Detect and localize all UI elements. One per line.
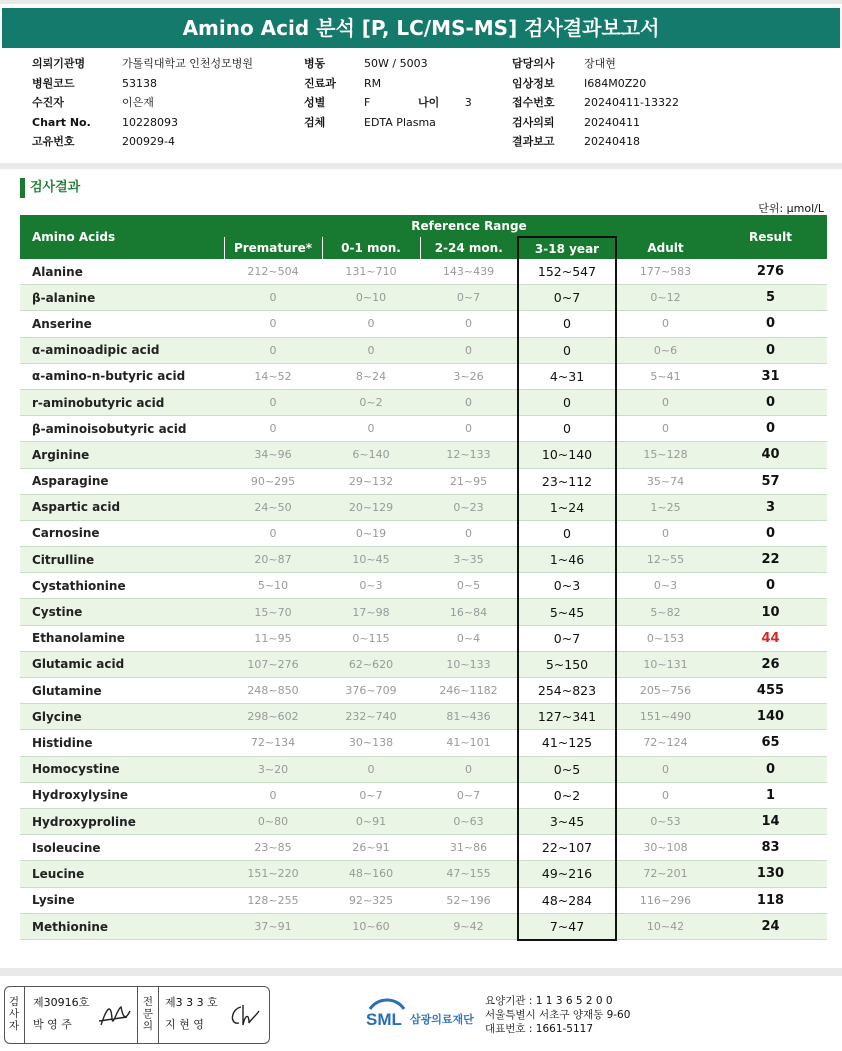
info-label: 담당의사 (512, 57, 555, 70)
reference-range-cell: 0~3 (518, 573, 616, 599)
section-marker (20, 178, 25, 198)
info-value: 10228093 (122, 115, 178, 129)
reference-range-cell: 20~129 (322, 494, 420, 520)
reference-range-cell: 0~53 (616, 808, 714, 834)
info-value: 53138 (122, 76, 157, 90)
specialist-name: 지 현 영 (165, 1018, 204, 1031)
result-value: 0 (714, 573, 827, 599)
reference-range-cell: 90~295 (224, 468, 322, 494)
reference-range-cell: 31~86 (420, 835, 518, 861)
unit-label: 단위: μmol/L (758, 202, 824, 215)
reference-range-cell: 0 (224, 389, 322, 415)
reference-range-cell: 248~850 (224, 678, 322, 704)
result-value: 0 (714, 337, 827, 363)
lab-address-block (485, 994, 630, 1036)
reference-range-cell: 10~133 (420, 651, 518, 677)
reference-range-cell: 3~20 (224, 756, 322, 782)
results-table (20, 215, 827, 941)
table-row (20, 311, 827, 337)
info-value: RM (364, 76, 382, 90)
reference-range-cell: 47~155 (420, 861, 518, 887)
reference-range-cell: 0~5 (518, 756, 616, 782)
reference-range-cell: 17~98 (322, 599, 420, 625)
reference-range-cell: 143~439 (420, 259, 518, 285)
reference-range-cell: 0~10 (322, 285, 420, 311)
reference-range-cell: 0~2 (322, 389, 420, 415)
sub-header-4: 3-18 year (518, 237, 616, 259)
reference-range-cell: 5~82 (616, 599, 714, 625)
reference-range-cell: 30~138 (322, 730, 420, 756)
reference-range-cell: 72~201 (616, 861, 714, 887)
info-value: 이은재 (122, 96, 154, 109)
result-value: 24 (714, 913, 827, 940)
info-value: 20240411-13322 (584, 96, 679, 109)
result-value: 0 (714, 756, 827, 782)
result-value: 0 (714, 416, 827, 442)
info-value: 가톨릭대학교 인천성모병원 (122, 57, 254, 70)
reference-range-cell: 0~7 (420, 285, 518, 311)
result-value: 22 (714, 547, 827, 573)
reference-range-cell: 10~42 (616, 913, 714, 940)
amino-acid-name: α-amino-n-butyric acid (20, 363, 224, 389)
reference-range-cell: 0~3 (616, 573, 714, 599)
reference-range-cell: 7~47 (518, 913, 616, 940)
amino-acid-name: Alanine (20, 259, 224, 285)
reference-range-cell: 11~95 (224, 625, 322, 651)
reference-range-cell: 0~80 (224, 808, 322, 834)
reference-range-cell: 0 (224, 782, 322, 808)
amino-acid-name: Arginine (20, 442, 224, 468)
reference-range-cell: 152~547 (518, 259, 616, 285)
amino-acid-name: Asparagine (20, 468, 224, 494)
reference-range-cell: 4~31 (518, 363, 616, 389)
table-row (20, 599, 827, 625)
report-title: Amino Acid 분석 [P, LC/MS-MS] 검사결과보고서 (2, 8, 840, 48)
reference-range-cell: 0~3 (322, 573, 420, 599)
specialist-license: 제3 3 3 호 (165, 996, 218, 1009)
amino-acid-name: Glutamine (20, 678, 224, 704)
reference-range-cell: 0 (616, 389, 714, 415)
reference-range-cell: 1~24 (518, 494, 616, 520)
amino-acid-name: Cystathionine (20, 573, 224, 599)
reference-range-cell: 0~23 (420, 494, 518, 520)
phone: 대표번호 : 1661-5117 (485, 1023, 594, 1035)
reference-range-cell: 0 (322, 756, 420, 782)
examiner-signature (97, 1001, 133, 1031)
reference-range-cell: 41~125 (518, 730, 616, 756)
amino-acid-name: Histidine (20, 730, 224, 756)
result-value: 14 (714, 808, 827, 834)
reference-range-cell: 254~823 (518, 678, 616, 704)
amino-acid-name: β-alanine (20, 285, 224, 311)
info-value: F (364, 96, 371, 109)
amino-acid-name: Glutamic acid (20, 651, 224, 677)
reference-range-cell: 48~160 (322, 861, 420, 887)
amino-acid-name: Anserine (20, 311, 224, 337)
result-value: 83 (714, 835, 827, 861)
result-value: 0 (714, 311, 827, 337)
info-row (304, 113, 436, 133)
header-reference-range: Reference Range (224, 215, 714, 237)
table-row (20, 678, 827, 704)
info-row (32, 113, 253, 133)
info-value: 20240418 (584, 135, 640, 148)
reference-range-cell: 62~620 (322, 651, 420, 677)
reference-range-cell: 0 (518, 389, 616, 415)
reference-range-cell: 116~296 (616, 887, 714, 913)
info-value: 20240411 (584, 115, 640, 129)
result-value: 57 (714, 468, 827, 494)
result-value: 5 (714, 285, 827, 311)
result-value: 118 (714, 887, 827, 913)
age-field (418, 93, 472, 113)
top-band (0, 0, 842, 4)
amino-acid-name: α-aminoadipic acid (20, 337, 224, 363)
info-row (32, 74, 253, 94)
reference-range-cell: 5~10 (224, 573, 322, 599)
result-value: 130 (714, 861, 827, 887)
header-amino-acids: Amino Acids (20, 215, 224, 259)
amino-acid-name: Carnosine (20, 520, 224, 546)
info-label: 의뢰기관명 (32, 57, 86, 70)
result-value: 31 (714, 363, 827, 389)
table-row (20, 756, 827, 782)
reference-range-cell: 0~63 (420, 808, 518, 834)
reference-range-cell: 52~196 (420, 887, 518, 913)
info-label: 병원코드 (32, 76, 75, 90)
reference-range-cell: 10~131 (616, 651, 714, 677)
info-column-2 (304, 54, 436, 132)
reference-range-cell: 10~140 (518, 442, 616, 468)
reference-range-cell: 0~2 (518, 782, 616, 808)
table-row (20, 887, 827, 913)
amino-acid-name: Lysine (20, 887, 224, 913)
info-label: Chart No. (32, 115, 91, 129)
section-separator (0, 163, 842, 169)
reference-range-cell: 3~45 (518, 808, 616, 834)
table-row (20, 416, 827, 442)
info-label: 검사의뢰 (512, 115, 555, 129)
reference-range-cell: 0 (518, 311, 616, 337)
table-row (20, 389, 827, 415)
amino-acid-name: Citrulline (20, 547, 224, 573)
info-row (512, 74, 679, 94)
reference-range-cell: 14~52 (224, 363, 322, 389)
reference-range-cell: 376~709 (322, 678, 420, 704)
table-row (20, 442, 827, 468)
reference-range-cell: 12~133 (420, 442, 518, 468)
amino-acid-name: Ethanolamine (20, 625, 224, 651)
specialist-label: 전 문 의 (142, 996, 154, 1032)
reference-range-cell: 127~341 (518, 704, 616, 730)
reference-range-cell: 72~124 (616, 730, 714, 756)
info-value: 장대현 (584, 57, 616, 70)
reference-range-cell: 0 (322, 311, 420, 337)
sml-logo (366, 995, 481, 1041)
info-label: 병동 (304, 57, 326, 70)
reference-range-cell: 0 (224, 416, 322, 442)
reference-range-cell: 72~134 (224, 730, 322, 756)
reference-range-cell: 246~1182 (420, 678, 518, 704)
table-row (20, 259, 827, 285)
reference-range-cell: 0 (518, 416, 616, 442)
sub-header-3: 2-24 mon. (420, 237, 518, 259)
sub-header-5: Adult (616, 237, 714, 259)
reference-range-cell: 34~96 (224, 442, 322, 468)
info-value: I684M0Z20 (584, 76, 647, 90)
result-value: 0 (714, 520, 827, 546)
table-row (20, 468, 827, 494)
reference-range-cell: 16~84 (420, 599, 518, 625)
reference-range-cell: 0~4 (420, 625, 518, 651)
result-value: 26 (714, 651, 827, 677)
reference-range-cell: 0 (518, 337, 616, 363)
reference-range-cell: 0~6 (616, 337, 714, 363)
reference-range-cell: 151~490 (616, 704, 714, 730)
info-row (512, 54, 679, 74)
reference-range-cell: 0 (616, 416, 714, 442)
amino-acid-name: r-aminobutyric acid (20, 389, 224, 415)
reference-range-cell: 0~19 (322, 520, 420, 546)
amino-acid-name: Hydroxylysine (20, 782, 224, 808)
reference-range-cell: 5~150 (518, 651, 616, 677)
amino-acid-name: Methionine (20, 913, 224, 940)
age-value: 3 (464, 96, 472, 109)
reference-range-cell: 30~108 (616, 835, 714, 861)
reference-range-cell: 0 (616, 520, 714, 546)
reference-range-cell: 1~46 (518, 547, 616, 573)
table-row (20, 782, 827, 808)
table-row (20, 861, 827, 887)
reference-range-cell: 0 (322, 337, 420, 363)
section-title: 검사결과 (30, 180, 81, 195)
reference-range-cell: 131~710 (322, 259, 420, 285)
examiner-name: 박 영 주 (33, 1018, 72, 1031)
table-row (20, 573, 827, 599)
info-row (32, 54, 253, 74)
reference-range-cell: 8~24 (322, 363, 420, 389)
sub-header-1: Premature* (224, 237, 322, 259)
reference-range-cell: 0 (420, 389, 518, 415)
amino-acid-name: Aspartic acid (20, 494, 224, 520)
info-column-1 (32, 54, 253, 152)
reference-range-cell: 107~276 (224, 651, 322, 677)
amino-acid-name: Leucine (20, 861, 224, 887)
amino-acid-name: β-aminoisobutyric acid (20, 416, 224, 442)
reference-range-cell: 24~50 (224, 494, 322, 520)
reference-range-cell: 0~7 (322, 782, 420, 808)
reference-range-cell: 128~255 (224, 887, 322, 913)
info-row (512, 93, 679, 113)
amino-acid-name: Glycine (20, 704, 224, 730)
table-row (20, 363, 827, 389)
reference-range-cell: 0~91 (322, 808, 420, 834)
reference-range-cell: 298~602 (224, 704, 322, 730)
info-row (32, 93, 253, 113)
reference-range-cell: 205~756 (616, 678, 714, 704)
table-row (20, 625, 827, 651)
reference-range-cell: 9~42 (420, 913, 518, 940)
info-row (32, 132, 253, 152)
reference-range-cell: 3~26 (420, 363, 518, 389)
reference-range-cell: 48~284 (518, 887, 616, 913)
result-value: 276 (714, 259, 827, 285)
reference-range-cell: 0 (420, 756, 518, 782)
reference-range-cell: 23~85 (224, 835, 322, 861)
amino-acid-name: Cystine (20, 599, 224, 625)
info-value: 50W / 5003 (364, 57, 428, 70)
reference-range-cell: 0~7 (420, 782, 518, 808)
info-row (512, 113, 679, 133)
table-row (20, 730, 827, 756)
age-label: 나이 (418, 96, 440, 109)
amino-acid-name: Homocystine (20, 756, 224, 782)
reference-range-cell: 0 (322, 416, 420, 442)
reference-range-cell: 10~60 (322, 913, 420, 940)
specialist-signature (227, 1001, 263, 1031)
reference-range-cell: 151~220 (224, 861, 322, 887)
reference-range-cell: 35~74 (616, 468, 714, 494)
org-name: 삼광의료재단 (410, 1013, 474, 1026)
reference-range-cell: 0~5 (420, 573, 518, 599)
result-value: 140 (714, 704, 827, 730)
reference-range-cell: 22~107 (518, 835, 616, 861)
reference-range-cell: 15~128 (616, 442, 714, 468)
reference-range-cell: 0~12 (616, 285, 714, 311)
info-value: 200929-4 (122, 135, 175, 148)
table-row (20, 547, 827, 573)
address: 서울특별시 서초구 양재동 9-60 (485, 1009, 631, 1021)
result-value: 0 (714, 389, 827, 415)
result-value: 65 (714, 730, 827, 756)
reference-range-cell: 26~91 (322, 835, 420, 861)
reference-range-cell: 0 (224, 337, 322, 363)
info-label: 수진자 (32, 96, 64, 109)
reference-range-cell: 49~216 (518, 861, 616, 887)
reference-range-cell: 6~140 (322, 442, 420, 468)
reference-range-cell: 12~55 (616, 547, 714, 573)
result-value: 1 (714, 782, 827, 808)
reference-range-cell: 92~325 (322, 887, 420, 913)
reference-range-cell: 232~740 (322, 704, 420, 730)
table-row (20, 835, 827, 861)
table-row (20, 651, 827, 677)
info-row (304, 93, 436, 113)
logo-text: SML (366, 1010, 402, 1029)
examiner-label: 검 사 자 (8, 996, 20, 1032)
reference-range-cell: 177~583 (616, 259, 714, 285)
info-label: 결과보고 (512, 135, 555, 148)
reference-range-cell: 21~95 (420, 468, 518, 494)
reference-range-cell: 0~115 (322, 625, 420, 651)
result-value: 3 (714, 494, 827, 520)
table-row (20, 704, 827, 730)
reference-range-cell: 0 (224, 285, 322, 311)
amino-acid-name: Isoleucine (20, 835, 224, 861)
table-row (20, 494, 827, 520)
reference-range-cell: 0 (518, 520, 616, 546)
info-row (304, 74, 436, 94)
institution-code: 요양기관 : 1 1 3 6 5 2 0 0 (485, 995, 613, 1007)
header-result: Result (714, 215, 827, 259)
reference-range-cell: 23~112 (518, 468, 616, 494)
result-value: 10 (714, 599, 827, 625)
reference-range-cell: 15~70 (224, 599, 322, 625)
result-value: 40 (714, 442, 827, 468)
reference-range-cell: 0~153 (616, 625, 714, 651)
info-row (304, 54, 436, 74)
signature-box (4, 986, 270, 1044)
sub-header-2: 0-1 mon. (322, 237, 420, 259)
result-value: 455 (714, 678, 827, 704)
reference-range-cell: 0 (616, 782, 714, 808)
reference-range-cell: 0 (616, 311, 714, 337)
reference-range-cell: 0~7 (518, 625, 616, 651)
examiner-license: 제30916호 (33, 996, 90, 1009)
reference-range-cell: 212~504 (224, 259, 322, 285)
table-row (20, 285, 827, 311)
info-label: 고유번호 (32, 135, 75, 148)
amino-acid-name: Hydroxyproline (20, 808, 224, 834)
reference-range-cell: 81~436 (420, 704, 518, 730)
footer-separator (0, 968, 842, 976)
table-row (20, 913, 827, 940)
table-row (20, 808, 827, 834)
info-label: 임상정보 (512, 76, 555, 90)
info-value: EDTA Plasma (364, 115, 436, 129)
reference-range-cell: 29~132 (322, 468, 420, 494)
table-row (20, 337, 827, 363)
result-value: 44 (714, 625, 827, 651)
reference-range-cell: 3~35 (420, 547, 518, 573)
reference-range-cell: 0 (224, 520, 322, 546)
info-row (512, 132, 679, 152)
info-label: 진료과 (304, 76, 336, 90)
reference-range-cell: 0~7 (518, 285, 616, 311)
reference-range-cell: 37~91 (224, 913, 322, 940)
info-label: 접수번호 (512, 96, 555, 109)
info-label: 검체 (304, 115, 326, 129)
reference-range-cell: 20~87 (224, 547, 322, 573)
reference-range-cell: 5~41 (616, 363, 714, 389)
reference-range-cell: 10~45 (322, 547, 420, 573)
table-row (20, 520, 827, 546)
info-label: 성별 (304, 96, 326, 109)
reference-range-cell: 0 (616, 756, 714, 782)
reference-range-cell: 0 (420, 337, 518, 363)
info-column-3 (512, 54, 679, 152)
reference-range-cell: 0 (420, 311, 518, 337)
reference-range-cell: 0 (224, 311, 322, 337)
reference-range-cell: 0 (420, 416, 518, 442)
reference-range-cell: 0 (420, 520, 518, 546)
reference-range-cell: 41~101 (420, 730, 518, 756)
reference-range-cell: 1~25 (616, 494, 714, 520)
reference-range-cell: 5~45 (518, 599, 616, 625)
